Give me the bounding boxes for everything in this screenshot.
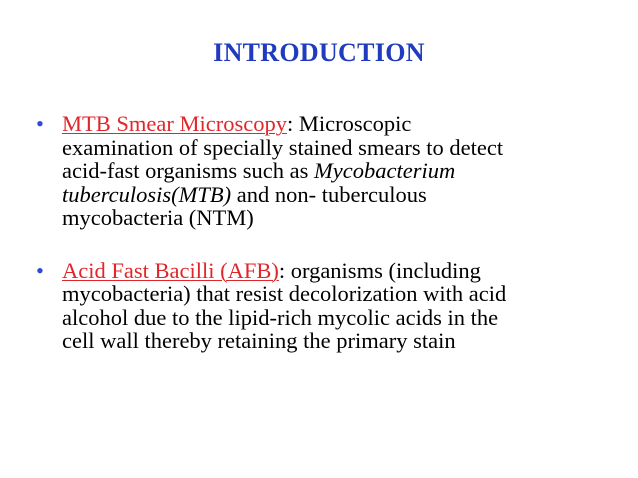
italic-species-name: Mycobacterium — [314, 158, 456, 183]
bullet-dot-icon: • — [36, 111, 44, 136]
bullet-text: acid-fast organisms such as — [62, 158, 315, 183]
bullet-acid-fast-bacilli — [36, 259, 616, 353]
term-acid-fast-bacilli: Acid Fast Bacilli (AFB) — [62, 257, 279, 283]
bullet-text: : Microscopic — [286, 111, 412, 136]
bullet-text: cell wall thereby retaining the primary stain — [62, 328, 456, 353]
bullet-dot-icon: • — [36, 257, 44, 283]
bullet-mtb-smear-microscopy — [36, 112, 616, 230]
bullet-text: alcohol due to the lipid-rich mycolic acids in the — [62, 304, 499, 330]
bullet-list — [36, 112, 616, 353]
bullet-text: examination of specially stained smears to detect — [62, 134, 504, 160]
bullet-text: mycobacteria (NTM) — [62, 205, 254, 230]
bullet-text: : organisms (including — [278, 257, 481, 283]
bullet-text: and non- tuberculous — [231, 181, 427, 207]
bullet-text: mycobacteria) that resist decolorization with acid — [62, 281, 507, 306]
italic-species-name: tuberculosis(MTB) — [62, 181, 232, 207]
term-mtb-smear-microscopy: MTB Smear Microscopy — [62, 111, 287, 136]
slide-title: INTRODUCTION — [213, 38, 425, 67]
